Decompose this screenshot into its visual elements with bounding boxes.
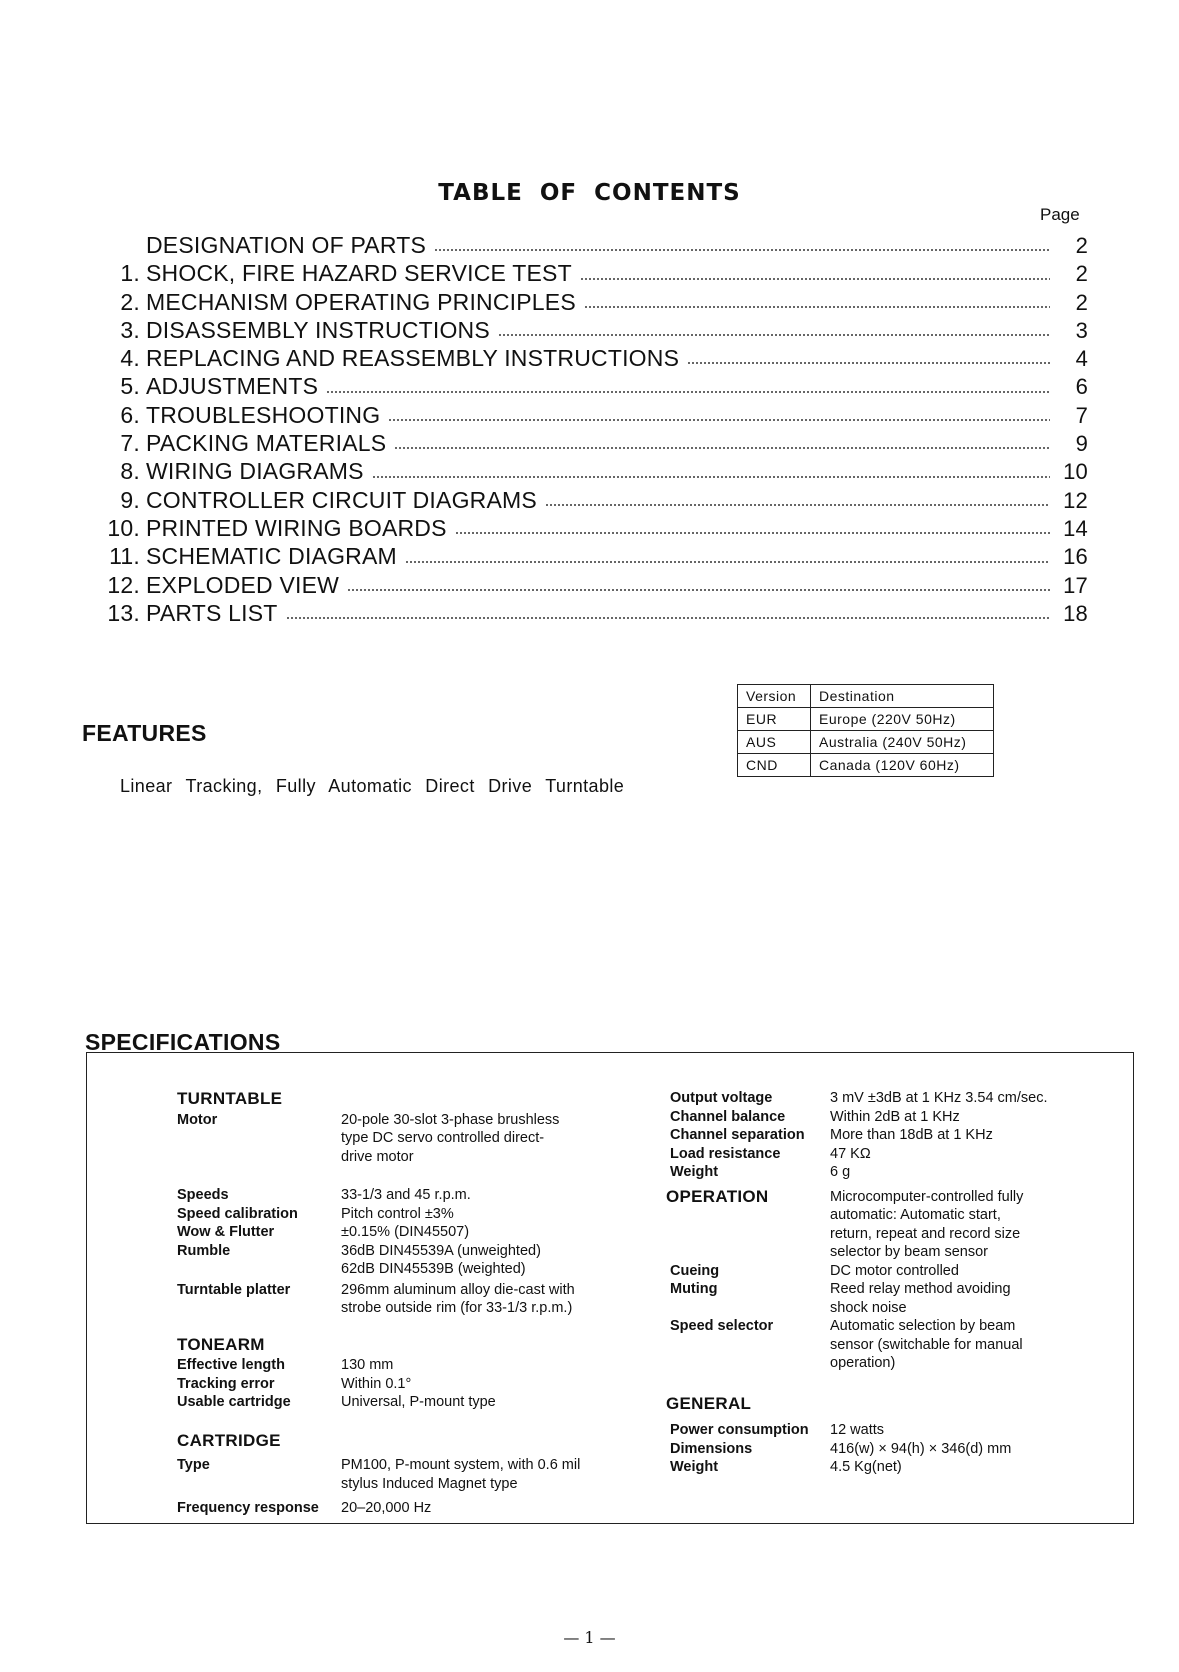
spec-value: More than 18dB at 1 KHz xyxy=(830,1127,993,1143)
spec-label: Speeds xyxy=(177,1187,229,1203)
toc-leader-dots xyxy=(498,332,1050,338)
toc-entry-label: ADJUSTMENTS xyxy=(146,373,319,400)
toc-title: TABLE OF CONTENTS xyxy=(438,180,741,206)
spec-value: 3 mV ±3dB at 1 KHz 3.54 cm/sec. xyxy=(830,1090,1048,1106)
spec-value: 20-pole 30-slot 3-phase brushless type DC servo controlled direct-drive motor xyxy=(341,1111,560,1165)
toc-entry-label: DISASSEMBLY INSTRUCTIONS xyxy=(146,316,490,343)
toc-entry xyxy=(98,458,1088,486)
spec-label: Wow & Flutter xyxy=(177,1224,275,1240)
spec-row-operation xyxy=(666,1186,1090,1262)
spec-row-type xyxy=(177,1456,601,1493)
toc-entry xyxy=(98,260,1088,288)
operation-description: Microcomputer-controlled fully automatic: Automatic start, return, repeat and record size selector by beam sensor xyxy=(830,1188,1024,1260)
spec-label: Rumble xyxy=(177,1242,231,1259)
spec-row-rumble xyxy=(177,1242,601,1279)
toc-leader-dots xyxy=(545,502,1050,508)
spec-value: 20–20,000 Hz xyxy=(341,1500,432,1516)
spec-label: Motor xyxy=(177,1111,218,1128)
spec-value: Universal, P-mount type xyxy=(341,1394,496,1410)
toc-entry-page: 14 xyxy=(1063,515,1088,541)
toc-leader-dots xyxy=(434,247,1050,253)
toc-leader-dots xyxy=(580,276,1050,282)
toc-entry-number: 4. xyxy=(120,345,140,372)
toc-entry xyxy=(98,600,1088,628)
toc-entry-label: DESIGNATION OF PARTS xyxy=(146,232,427,258)
toc-leader-dots xyxy=(455,530,1050,536)
spec-value: ±0.15% (DIN45507) xyxy=(341,1224,470,1240)
spec-value: 296mm aluminum alloy die-cast with strobe outside rim (for 33-1/3 r.p.m.) xyxy=(341,1281,575,1316)
version-code: CND xyxy=(738,754,811,777)
spec-label: Weight xyxy=(670,1459,719,1475)
spec-label: Frequency response xyxy=(177,1500,319,1516)
toc-entry-page: 2 xyxy=(1075,289,1088,315)
toc-entry-label: MECHANISM OPERATING PRINCIPLES xyxy=(146,288,576,315)
spec-value: 6 g xyxy=(830,1164,851,1180)
spec-value: Within 2dB at 1 KHz xyxy=(830,1108,960,1125)
spec-value: 47 KΩ xyxy=(830,1145,871,1162)
spec-value: Within 0.1° xyxy=(341,1375,412,1392)
version-destination: Europe (220V 50Hz) xyxy=(811,708,994,731)
toc-entry-page: 9 xyxy=(1075,431,1088,457)
toc-entry-number: 5. xyxy=(120,373,140,400)
toc-entry-page: 3 xyxy=(1075,317,1088,343)
toc-entry xyxy=(98,430,1088,458)
toc-entry-number: 11. xyxy=(109,543,140,570)
toc-entry-label: PRINTED WIRING BOARDS xyxy=(146,514,447,541)
toc-entry xyxy=(98,345,1088,373)
version-table-header xyxy=(738,685,994,708)
spec-label: Load resistance xyxy=(670,1145,781,1162)
toc-entry-number: 7. xyxy=(120,430,140,457)
spec-row-output-voltage xyxy=(670,1089,1090,1108)
spec-row-weight xyxy=(670,1163,1090,1182)
version-table xyxy=(737,684,994,777)
spec-value: DC motor controlled xyxy=(830,1262,959,1279)
toc-entry xyxy=(98,373,1088,401)
version-destination: Australia (240V 50Hz) xyxy=(811,731,994,754)
spec-value: 4.5 Kg(net) xyxy=(830,1459,902,1475)
features-heading: FEATURES xyxy=(82,720,207,746)
spec-label: Turntable platter xyxy=(177,1281,291,1298)
toc-entry-number: 1. xyxy=(120,260,140,287)
cartridge-heading: CARTRIDGE xyxy=(177,1430,281,1450)
spec-value: PM100, P-mount system, with 0.6 mil stylus Induced Magnet type xyxy=(341,1457,581,1492)
version-code: AUS xyxy=(738,731,811,754)
version-row xyxy=(738,731,994,754)
toc-entry xyxy=(98,232,1088,260)
page-number: — 1 — xyxy=(563,1628,616,1647)
toc-list xyxy=(98,232,1088,628)
spec-row-speed-calibration xyxy=(177,1205,601,1224)
spec-row-wow-flutter xyxy=(177,1223,601,1242)
toc-leader-dots xyxy=(584,304,1050,310)
toc-entry-label: CONTROLLER CIRCUIT DIAGRAMS xyxy=(146,486,537,513)
version-header-cell: Version xyxy=(738,685,811,708)
toc-entry-page: 12 xyxy=(1063,487,1088,513)
spec-label: Speed selector xyxy=(670,1318,774,1334)
spec-label: Power consumption xyxy=(670,1422,809,1438)
spec-label: Channel separation xyxy=(670,1127,805,1143)
spec-label: Type xyxy=(177,1457,210,1473)
toc-entry-number: 6. xyxy=(120,401,140,428)
toc-entry xyxy=(98,572,1088,600)
toc-entry-label: PARTS LIST xyxy=(146,599,278,626)
spec-row-channel-balance xyxy=(670,1108,1090,1127)
spec-value: Reed relay method avoiding shock noise xyxy=(830,1281,1011,1316)
toc-entry-number: 3. xyxy=(120,316,140,343)
spec-value: Automatic selection by beam sensor (switchable for manual operation) xyxy=(830,1318,1023,1371)
spec-label: Cueing xyxy=(670,1262,720,1279)
toc-leader-dots xyxy=(388,417,1050,423)
spec-row-usable-cartridge xyxy=(177,1393,601,1412)
toc-leader-dots xyxy=(405,559,1050,565)
version-row xyxy=(738,708,994,731)
spec-label: Output voltage xyxy=(670,1090,773,1106)
spec-row-general-weight xyxy=(670,1458,1090,1477)
spec-row-tracking-error xyxy=(177,1375,601,1394)
toc-leader-dots xyxy=(326,389,1050,395)
toc-entry xyxy=(98,487,1088,515)
tonearm-heading: TONEARM xyxy=(177,1334,265,1354)
toc-entry-page: 16 xyxy=(1063,544,1088,570)
features-text: Linear Tracking, Fully Automatic Direct Drive Turntable xyxy=(120,776,625,796)
page-column-header: Page xyxy=(1040,205,1080,224)
spec-row-speeds xyxy=(177,1186,601,1205)
general-heading: GENERAL xyxy=(666,1393,752,1413)
spec-label: Effective length xyxy=(177,1357,285,1373)
toc-leader-dots xyxy=(347,587,1050,593)
spec-row-turntable-platter xyxy=(177,1281,601,1318)
toc-entry-number: 2. xyxy=(120,288,140,315)
spec-row-effective-length xyxy=(177,1356,601,1375)
spec-value: 130 mm xyxy=(341,1357,394,1373)
spec-row-load-resistance xyxy=(670,1145,1090,1164)
toc-entry xyxy=(98,289,1088,317)
toc-entry-number: 10. xyxy=(107,514,140,541)
spec-row-motor xyxy=(177,1111,601,1167)
toc-entry-page: 10 xyxy=(1063,459,1088,485)
toc-entry xyxy=(98,543,1088,571)
spec-label: Usable cartridge xyxy=(177,1394,291,1410)
toc-leader-dots xyxy=(394,445,1050,451)
version-row xyxy=(738,754,994,777)
toc-entry-page: 2 xyxy=(1075,233,1088,258)
spec-left-column xyxy=(177,1090,601,1518)
toc-entry-page: 6 xyxy=(1075,374,1088,400)
spec-row-muting xyxy=(670,1280,1090,1317)
spec-label: Channel balance xyxy=(670,1108,786,1125)
spec-value: 33-1/3 and 45 r.p.m. xyxy=(341,1187,471,1203)
toc-entry-number: 13. xyxy=(107,599,140,626)
specifications-heading: SPECIFICATIONS xyxy=(85,1029,281,1055)
version-code: EUR xyxy=(738,708,811,731)
spec-label: Tracking error xyxy=(177,1375,275,1392)
toc-entry-label: WIRING DIAGRAMS xyxy=(146,458,364,485)
toc-entry xyxy=(98,515,1088,543)
toc-entry-number: 8. xyxy=(120,458,140,485)
toc-entry-label: TROUBLESHOOTING xyxy=(146,401,381,428)
turntable-heading: TURNTABLE xyxy=(177,1089,283,1108)
spec-value: Pitch control ±3% xyxy=(341,1205,454,1222)
spec-value: 416(w) × 94(h) × 346(d) mm xyxy=(830,1440,1012,1457)
toc-leader-dots xyxy=(286,615,1050,621)
spec-row-channel-separation xyxy=(670,1126,1090,1145)
spec-row-cueing xyxy=(670,1262,1090,1281)
toc-entry-page: 4 xyxy=(1075,346,1088,372)
spec-label: Muting xyxy=(670,1281,718,1297)
destination-header-cell: Destination xyxy=(811,685,994,708)
toc-entry-number: 12. xyxy=(107,571,140,598)
spec-value: 12 watts xyxy=(830,1422,884,1438)
spec-label: Dimensions xyxy=(670,1440,753,1457)
spec-label: Weight xyxy=(670,1164,719,1180)
spec-value: 36dB DIN45539A (unweighted) 62dB DIN45539B (weighted) xyxy=(341,1242,541,1277)
toc-entry xyxy=(98,402,1088,430)
toc-entry-page: 17 xyxy=(1063,572,1088,598)
toc-entry-page: 18 xyxy=(1063,600,1088,626)
spec-label: Speed calibration xyxy=(177,1205,298,1222)
toc-entry-page: 2 xyxy=(1075,261,1088,287)
toc-entry xyxy=(98,317,1088,345)
toc-entry-number: 9. xyxy=(120,486,140,513)
toc-entry-label: EXPLODED VIEW xyxy=(146,571,340,598)
toc-entry-label: SHOCK, FIRE HAZARD SERVICE TEST xyxy=(146,260,572,287)
operation-heading: OPERATION xyxy=(666,1186,769,1206)
toc-entry-label: SCHEMATIC DIAGRAM xyxy=(146,543,397,570)
toc-entry-label: REPLACING AND REASSEMBLY INSTRUCTIONS xyxy=(146,345,680,372)
spec-right-column xyxy=(666,1089,1090,1477)
spec-row-frequency-response xyxy=(177,1499,601,1518)
spec-row-power-consumption xyxy=(670,1421,1090,1440)
toc-leader-dots xyxy=(687,360,1050,366)
version-destination: Canada (120V 60Hz) xyxy=(811,754,994,777)
toc-leader-dots xyxy=(372,474,1050,480)
toc-entry-page: 7 xyxy=(1075,402,1088,428)
spec-row-speed-selector xyxy=(670,1317,1090,1373)
spec-row-dimensions xyxy=(670,1440,1090,1459)
toc-entry-label: PACKING MATERIALS xyxy=(146,430,387,457)
